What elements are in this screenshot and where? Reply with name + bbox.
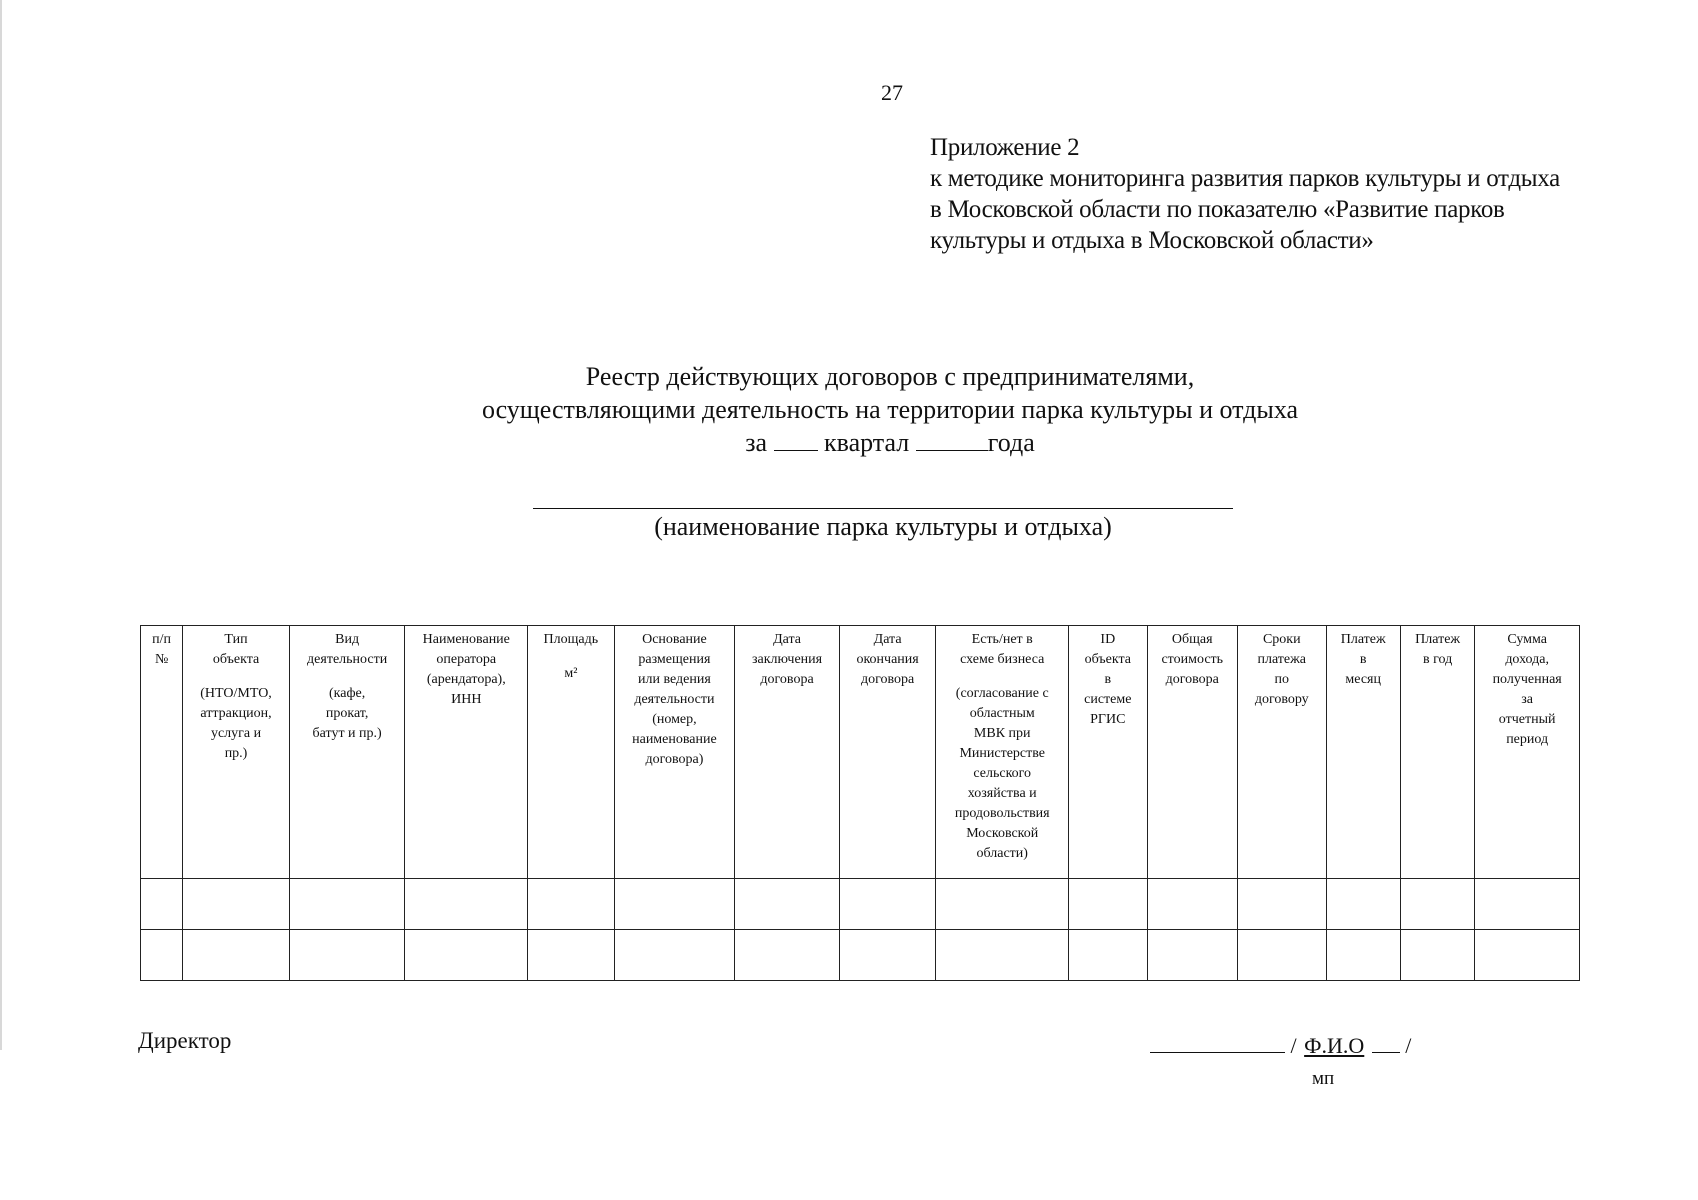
column-header-line: м² [564, 666, 578, 681]
column-header-line: отчетный [1498, 712, 1556, 727]
column-header-line: (номер, [652, 712, 697, 727]
column-header-3 [289, 626, 405, 879]
column-header-13 [1326, 626, 1400, 879]
column-header-line: продовольствия [954, 806, 1050, 821]
table-cell[interactable] [405, 930, 528, 981]
column-header-14 [1400, 626, 1474, 879]
table-row [141, 930, 1580, 981]
table-cell[interactable] [528, 879, 614, 930]
column-header-line: договору [1254, 692, 1309, 707]
table-cell[interactable] [936, 879, 1069, 930]
park-name-caption: (наименование парка культуры и отдыха) [654, 512, 1112, 541]
signature-blank[interactable] [1150, 1030, 1285, 1053]
table-cell[interactable] [528, 930, 614, 981]
column-header-line: Дата [773, 632, 801, 647]
column-header-line: Тип [224, 632, 248, 647]
column-header-line: Сумма [1507, 632, 1547, 647]
column-header-line [293, 670, 402, 684]
column-header-line: пр.) [224, 746, 248, 761]
column-header-line: системе [1084, 692, 1132, 707]
fio-field[interactable]: Ф.И.О [1304, 1033, 1365, 1058]
column-header-6 [614, 626, 735, 879]
column-header-line [186, 670, 286, 684]
column-header-line: батут и пр.) [312, 726, 382, 741]
column-header-line: ИНН [451, 692, 482, 707]
slash-left: / [1290, 1033, 1297, 1058]
column-header-line: (согласование с [955, 686, 1049, 701]
table-cell[interactable] [936, 930, 1069, 981]
table-cell[interactable] [614, 930, 735, 981]
quarter-blank[interactable] [774, 428, 818, 451]
slash-right: / [1405, 1033, 1412, 1058]
title-line-3 [380, 426, 1400, 459]
column-header-5 [528, 626, 614, 879]
title-line-2: осуществляющими деятельность на территории парка культуры и отдыха [481, 395, 1299, 424]
column-header-line: схеме бизнеса [960, 652, 1045, 667]
column-header-11 [1147, 626, 1238, 879]
park-name-blank[interactable] [533, 508, 1233, 509]
column-header-line: за [1521, 692, 1534, 707]
column-header-line: платежа [1257, 652, 1307, 667]
column-header-line: Министерстве [959, 746, 1045, 761]
column-header-line: прокат, [325, 706, 369, 721]
column-header-line: области) [976, 846, 1028, 861]
column-header-line: наименование [632, 732, 717, 747]
signature-line [1150, 1030, 1450, 1059]
table-cell[interactable] [839, 879, 936, 930]
table-cell[interactable] [1069, 930, 1147, 981]
table-cell[interactable] [1147, 879, 1238, 930]
column-header-1 [141, 626, 183, 879]
column-header-line: или ведения [638, 672, 711, 687]
column-header-line: МВК при [973, 726, 1031, 741]
appendix-header [930, 132, 1670, 256]
table-cell[interactable] [1326, 930, 1400, 981]
column-header-line: (НТО/МТО, [200, 686, 272, 701]
column-header-2 [183, 626, 290, 879]
column-header-line: областным [969, 706, 1035, 721]
column-header-10 [1069, 626, 1147, 879]
column-header-line: в [1104, 672, 1112, 687]
column-header-line: в год [1422, 652, 1453, 667]
period-quarter: квартал [824, 428, 910, 457]
column-header-7 [735, 626, 840, 879]
column-header-line: услуга и [210, 726, 262, 741]
column-header-line: Площадь [543, 632, 599, 647]
column-header-line: деятельности [634, 692, 715, 707]
column-header-4 [405, 626, 528, 879]
appendix-line-2: к методике мониторинга развития парков культуры и отдыха [930, 165, 1560, 192]
column-header-15 [1475, 626, 1580, 879]
column-header-line: Сроки [1262, 632, 1301, 647]
period-prefix: за [745, 428, 768, 457]
column-header-line: объекта [1084, 652, 1131, 667]
column-header-line: в [1359, 652, 1367, 667]
column-header-line: РГИС [1090, 712, 1126, 727]
column-header-line: дохода, [1505, 652, 1549, 667]
period-year: года [987, 428, 1035, 457]
column-header-line: Есть/нет в [971, 632, 1033, 647]
table-cell[interactable] [289, 879, 405, 930]
document-title [380, 360, 1400, 459]
column-header-line: Наименование [422, 632, 510, 647]
scan-edge [0, 0, 2, 1050]
page-number: 27 [881, 80, 903, 105]
table-header-row [141, 626, 1580, 879]
year-blank[interactable] [916, 428, 988, 451]
appendix-line-1: Приложение 2 [930, 134, 1080, 161]
table-cell[interactable] [1400, 930, 1474, 981]
table-cell[interactable] [1475, 879, 1580, 930]
column-header-line: Дата [873, 632, 902, 647]
column-header-line: договора) [645, 752, 704, 767]
column-header-line: месяц [1345, 672, 1381, 687]
column-header-line: по [1274, 672, 1289, 687]
table-cell[interactable] [289, 930, 405, 981]
table-cell[interactable] [141, 930, 183, 981]
column-header-line: Платеж [1415, 632, 1461, 647]
table-cell[interactable] [141, 879, 183, 930]
table-cell[interactable] [183, 879, 290, 930]
table-body [141, 879, 1580, 981]
column-header-line: размещения [638, 652, 711, 667]
table-cell[interactable] [1238, 879, 1326, 930]
title-line-1: Реестр действующих договоров с предпринимателями, [585, 362, 1195, 391]
column-header-12 [1238, 626, 1326, 879]
column-header-line: заключения [751, 652, 823, 667]
column-header-line: деятельности [307, 652, 388, 667]
column-header-line: ID [1100, 632, 1116, 647]
table-row [141, 879, 1580, 930]
column-header-line: объекта [212, 652, 260, 667]
table-cell[interactable] [1475, 930, 1580, 981]
column-header-line: договора [760, 672, 814, 687]
table-cell[interactable] [735, 930, 840, 981]
table-cell[interactable] [1238, 930, 1326, 981]
column-header-line: хозяйства и [967, 786, 1037, 801]
column-header-line [939, 670, 1065, 684]
table-cell[interactable] [839, 930, 936, 981]
column-header-line: стоимость [1161, 652, 1224, 667]
column-header-line: Платеж [1340, 632, 1386, 647]
contracts-registry-table [140, 625, 1580, 981]
table-cell[interactable] [1069, 879, 1147, 930]
column-header-line: полученная [1492, 672, 1562, 687]
appendix-line-4: культуры и отдыха в Московской области» [930, 227, 1374, 254]
column-header-9 [936, 626, 1069, 879]
table-cell[interactable] [735, 879, 840, 930]
column-header-line: № [154, 652, 169, 667]
director-label: Директор [138, 1028, 232, 1053]
column-header-line: договора [1165, 672, 1219, 687]
column-header-8 [839, 626, 936, 879]
column-header-line: оператора [436, 652, 497, 667]
column-header-line: Московской [966, 826, 1039, 841]
table-cell[interactable] [183, 930, 290, 981]
column-header-line: (арендатора), [426, 672, 506, 687]
column-header-line: Вид [335, 632, 360, 647]
column-header-line: договора [860, 672, 915, 687]
column-header-line [531, 650, 610, 664]
table-cell[interactable] [1147, 930, 1238, 981]
seal-label: мп [1312, 1068, 1335, 1089]
column-header-line: п/п [152, 632, 172, 647]
appendix-line-3: в Московской области по показателю «Развитие парков [930, 196, 1505, 223]
column-header-line: период [1506, 732, 1549, 747]
column-header-line: сельского [973, 766, 1032, 781]
column-header-line: аттракцион, [200, 706, 272, 721]
table-cell[interactable] [1326, 879, 1400, 930]
column-header-line: (кафе, [329, 686, 366, 701]
table-cell[interactable] [614, 879, 735, 930]
column-header-line: Общая [1171, 632, 1213, 647]
column-header-line: Основание [642, 632, 707, 647]
table-cell[interactable] [1400, 879, 1474, 930]
column-header-line: окончания [856, 652, 919, 667]
fio-underline [1372, 1032, 1400, 1053]
table-cell[interactable] [405, 879, 528, 930]
